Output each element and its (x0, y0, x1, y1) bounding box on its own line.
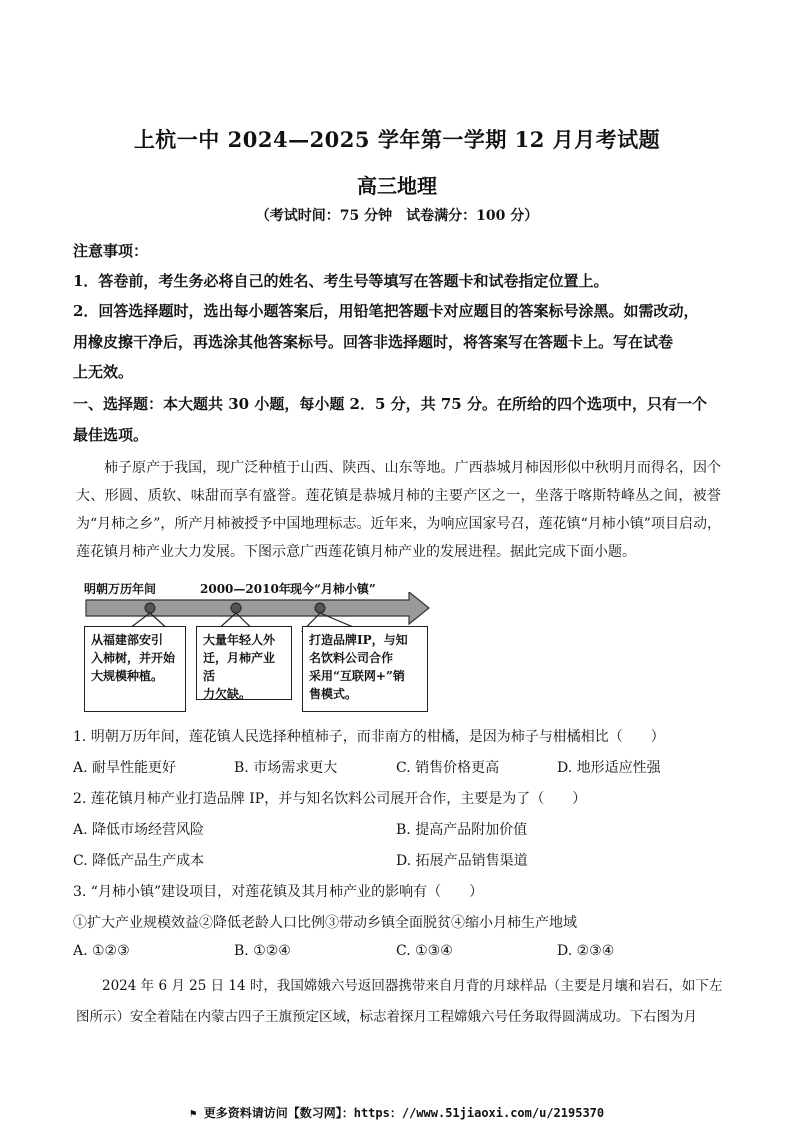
timeline-box-now-line: 售模式。 (309, 687, 358, 701)
timeline-box-ming (84, 626, 186, 712)
timeline-box-ming-line: 大规模种植。 (91, 669, 164, 683)
question-2-stem: 2. 莲花镇月柿产业打造品牌 IP，并与知名饮料公司展开合作，主要是为了（ ） (73, 791, 587, 807)
timeline-box-ming-line: 从福建部安引 (91, 633, 164, 647)
question-1-option-b: B. 市场需求更大 (234, 760, 338, 776)
timeline-box-2000-line: 大量年轻人外 (203, 633, 276, 647)
timeline-box-2000-line: 迁，月柿产业活 (203, 651, 276, 683)
question-3-option-b: B. ①②④ (234, 943, 291, 959)
exam-title: 上杭一中 2024—2025 学年第一学期 12 月月考试题 (133, 127, 661, 152)
notice-heading: 注意事项： (73, 242, 149, 260)
question-2-option-d: D. 拓展产品销售渠道 (396, 853, 528, 869)
question-2-option-c: C. 降低产品生产成本 (73, 853, 205, 869)
timeline-label-2000-2010: 2000—2010年 (200, 582, 291, 596)
timeline-box-2000-2010 (196, 626, 292, 700)
footer (0, 1104, 794, 1121)
timeline-label-ming: 明朝万历年间 (84, 582, 157, 596)
flag-icon: ⚑ (189, 1107, 197, 1120)
subject-title: 高三地理 (357, 174, 437, 198)
timeline-figure (84, 580, 434, 712)
notice-item-2-line-1: 2．回答选择题时，选出每小题答案后，用铅笔把答题卡对应题目的答案标号涂黑。如需改动， (73, 302, 699, 320)
question-2-option-b: B. 提高产品附加价值 (396, 822, 528, 838)
exam-info: （考试时间：75 分钟 试卷满分：100 分） (255, 208, 539, 224)
timeline-label-now: 现今“月柿小镇” (290, 582, 376, 596)
notice-item-2-line-2: 用橡皮擦干净后，再选涂其他答案标号。回答非选择题时，将答案写在答题卡上。写在试卷 (73, 333, 674, 351)
question-1-stem: 1. 明朝万历年间，莲花镇人民选择种植柿子，而非南方的柑橘，是因为柿子与柑橘相比（ ） (73, 729, 665, 745)
passage-change6-line-2: 图所示）安全着陆在内蒙古四子王旗预定区域，标志着探月工程嫦娥六号任务取得圆满成功。下右图为月 (76, 1009, 697, 1025)
question-3-option-a: A. ①②③ (73, 943, 130, 959)
timeline-box-now (302, 626, 428, 712)
question-3-option-d: D. ②③④ (557, 943, 615, 959)
question-1-option-a: A. 耐旱性能更好 (73, 760, 177, 776)
footer-link[interactable]: 更多资料请访问【数习网】：https：//www.51jiaoxi.com/u/2195370 (203, 1106, 605, 1120)
question-3-stem: 3. “月柿小镇”建设项目，对莲花镇及其月柿产业的影响有（ ） (73, 884, 484, 900)
passage-persimmon: 柿子原产于我国，现广泛种植于山西、陕西、山东等地。广西恭城月柿因形似中秋明月而得名，因个大、形圆、质软、味甜而享有盛誉。莲花镇是恭城月柿的主要产区之一，坐落于喀斯特峰丛之间，被誉为“月柿之乡”，所产月柿被授予中国地理标志。近年来，为响应国家号召，莲花镇“月柿小镇”项目启动，莲花镇月柿产业大力发展。下图示意广西莲花镇月柿产业的发展进程。据此完成下面小题。 (76, 460, 721, 560)
timeline-box-now-line: 名饮料公司合作 (309, 651, 394, 665)
timeline-box-2000-line: 力欠缺。 (203, 687, 252, 701)
question-1-option-d: D. 地形适应性强 (557, 760, 661, 776)
timeline-box-now-line: 打造品牌IP，与知 (309, 633, 408, 647)
question-2-option-a: A. 降低市场经营风险 (73, 822, 205, 838)
timeline-box-ming-line: 入柿树，并开始 (91, 651, 176, 665)
notice-item-1: 1．答卷前，考生务必将自己的姓名、考生号等填写在答题卡和试卷指定位置上。 (73, 272, 609, 290)
notice-item-2-line-3: 上无效。 (73, 363, 134, 381)
question-1-option-c: C. 销售价格更高 (396, 760, 500, 776)
question-3-option-c: C. ①③④ (396, 943, 453, 959)
section-heading-line-1: 一、选择题：本大题共 30 小题，每小题 2．5 分，共 75 分。在所给的四个选项中，只有一个 (73, 395, 707, 413)
timeline-box-now-line: 采用“互联网+”销 (309, 669, 405, 683)
passage-change6-line-1: 2024 年 6 月 25 日 14 时，我国嫦娥六号返回器携带来自月背的月球样品（主要是月壤和岩石，如下左 (102, 978, 723, 994)
question-3-statements: ①扩大产业规模效益②降低老龄人口比例③带动乡镇全面脱贫④缩小月柿生产地域 (73, 915, 577, 931)
section-heading-line-2: 最佳选项。 (73, 426, 149, 444)
